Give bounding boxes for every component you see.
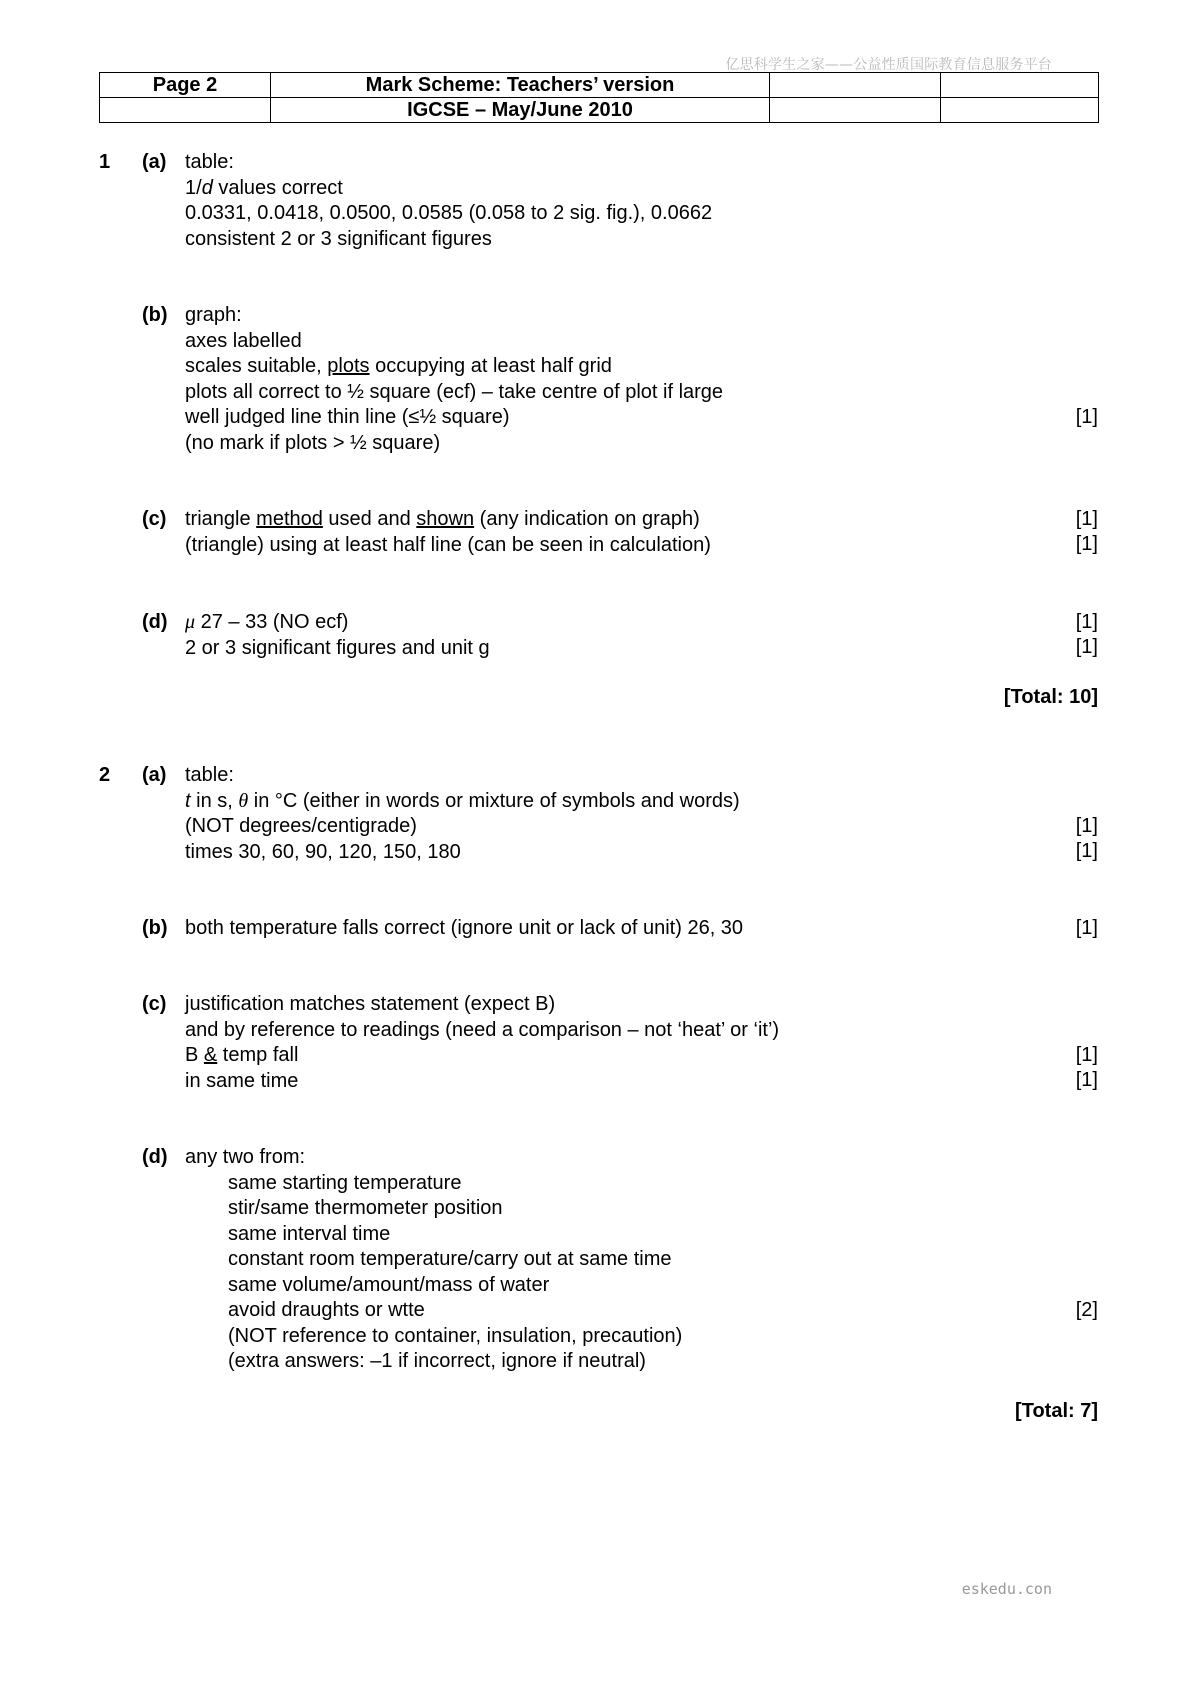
text-line: (triangle) using at least half line (can be seen in calculation) (185, 533, 711, 556)
q2d-list (228, 1171, 682, 1375)
list-item: avoid draughts or wtte (228, 1299, 425, 1321)
page-header-table (99, 72, 1099, 123)
text: in °C (either in words or mixture of symbols and words) (248, 789, 740, 812)
text: values correct (212, 176, 343, 199)
text: triangle (185, 508, 257, 530)
text-line (185, 176, 712, 202)
list-item: constant room temperature/carry out at same time (228, 1248, 672, 1270)
mark: [1] (1075, 1069, 1098, 1091)
text-line: table: (185, 764, 234, 786)
question-number: 1 (99, 151, 111, 173)
underlined-text: & (203, 1044, 218, 1066)
text-line (185, 789, 740, 815)
title-cell: Mark Scheme: Teachers’ version (271, 73, 770, 98)
list-item: same starting temperature (228, 1171, 462, 1194)
text-line (185, 610, 490, 636)
text-line: any two from: (185, 1146, 306, 1168)
empty-cell (100, 98, 271, 123)
text: 1/ (185, 176, 202, 199)
text: scales suitable, (185, 355, 328, 377)
total-marks: [Total: 10] (1003, 686, 1098, 708)
q1a-body (185, 150, 712, 252)
text: 27 – 33 (NO ecf) (195, 611, 349, 633)
text-line: axes labelled (185, 329, 302, 352)
mark: [1] (1075, 815, 1098, 837)
watermark-top: 亿思科学生之家——公益性质国际教育信息服务平台 (725, 57, 1052, 73)
mark: [1] (1075, 636, 1098, 658)
text-line: (no mark if plots > ½ square) (185, 431, 441, 454)
mark: [2] (1075, 1299, 1098, 1321)
mark: [1] (1075, 840, 1098, 862)
q2a-body (185, 763, 740, 865)
underlined-text: plots (327, 355, 370, 377)
text-line: table: (185, 151, 234, 173)
mark: [1] (1075, 611, 1098, 633)
list-item: (extra answers: –1 if incorrect, ignore if neutral) (228, 1350, 646, 1372)
part-label: (c) (142, 993, 167, 1015)
empty-cell (770, 73, 941, 98)
text-line: and by reference to readings (need a comparison – not ‘heat’ or ‘it’) (185, 1018, 780, 1041)
q1c-body (185, 507, 711, 558)
text-line (185, 1043, 779, 1069)
empty-cell (770, 98, 941, 123)
theta-symbol: θ (238, 789, 249, 812)
variable-d: d (201, 176, 213, 199)
part-label: (c) (142, 508, 167, 530)
list-item: (NOT reference to container, insulation, precaution) (228, 1324, 683, 1347)
q1b-body (185, 303, 723, 456)
variable-t: t (185, 789, 191, 812)
empty-cell (941, 73, 1099, 98)
text-line: graph: (185, 304, 242, 326)
q1d-body (185, 610, 490, 661)
text-line: consistent 2 or 3 significant figures (185, 227, 492, 250)
mark: [1] (1075, 1044, 1098, 1066)
text-line (185, 507, 711, 533)
exam-cell: IGCSE – May/June 2010 (271, 98, 770, 123)
empty-cell (941, 98, 1099, 123)
total-marks: [Total: 7] (1015, 1400, 1098, 1422)
underlined-text: method (256, 508, 323, 530)
mark: [1] (1075, 917, 1098, 939)
part-label: (d) (142, 1146, 168, 1168)
text-line: in same time (185, 1069, 299, 1092)
text-line: justification matches statement (expect B) (185, 993, 556, 1015)
part-label: (a) (142, 764, 167, 786)
mark: [1] (1075, 508, 1098, 530)
list-item: stir/same thermometer position (228, 1197, 503, 1219)
text-line: times 30, 60, 90, 120, 150, 180 (185, 840, 461, 863)
list-item: same interval time (228, 1222, 391, 1245)
page-number-cell: Page 2 (100, 73, 271, 98)
text: temp fall (217, 1044, 299, 1066)
text-line: (NOT degrees/centigrade) (185, 815, 417, 837)
q2d-intro (185, 1145, 305, 1171)
text-line: 0.0331, 0.0418, 0.0500, 0.0585 (0.058 to 2 sig. fig.), 0.0662 (185, 202, 713, 224)
underlined-text: shown (416, 508, 475, 530)
mu-symbol: μ (185, 611, 196, 633)
part-label: (d) (142, 611, 168, 633)
q2c-body (185, 992, 779, 1094)
part-label: (b) (142, 917, 168, 939)
text: B (185, 1044, 204, 1066)
mark: [1] (1075, 533, 1098, 555)
text: used and (322, 508, 417, 530)
part-label: (a) (142, 151, 167, 173)
text-line: 2 or 3 significant figures and unit g (185, 636, 490, 659)
text: in s, (190, 789, 239, 812)
list-item: same volume/amount/mass of water (228, 1273, 550, 1296)
watermark-bottom: eskedu.con (961, 1580, 1052, 1598)
mark: [1] (1075, 406, 1098, 428)
question-number: 2 (99, 764, 111, 786)
text-line (185, 354, 723, 380)
text: (any indication on graph) (474, 508, 700, 530)
text-line: plots all correct to ½ square (ecf) – take centre of plot if large (185, 380, 724, 403)
q2b-body (185, 916, 743, 942)
text: occupying at least half grid (369, 355, 612, 377)
text-line: both temperature falls correct (ignore unit or lack of unit) 26, 30 (185, 917, 744, 939)
text-line: well judged line thin line (≤½ square) (185, 406, 510, 428)
part-label: (b) (142, 304, 168, 326)
